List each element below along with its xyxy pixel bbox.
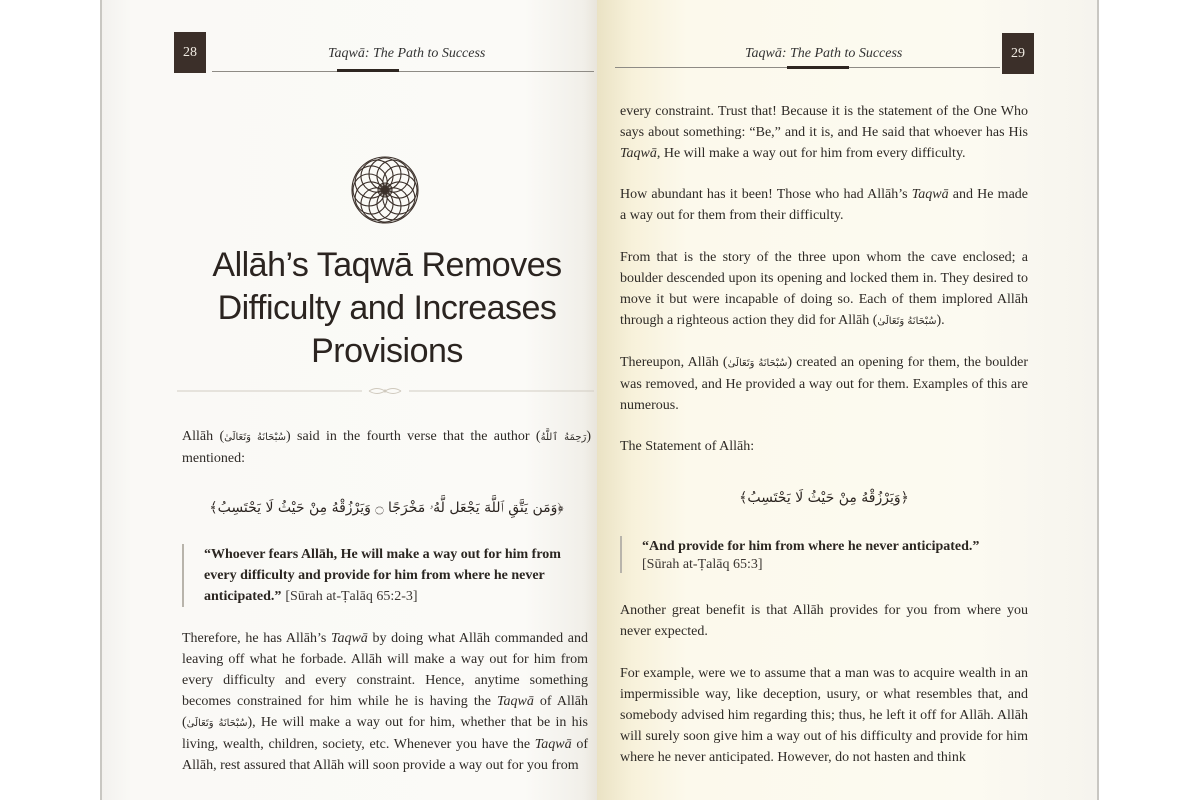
paragraph-3-right	[620, 247, 1028, 332]
body-taqwa-2: Taqwā	[497, 694, 534, 709]
body-text-4: ), He will make a way out for him, whether that be in his living, wealth, children, society, etc. Whenever you have the	[182, 715, 588, 752]
p4-text-b: ) created an opening for them, the boulder was removed, and He provided a way out for them. Examples of this are numerous.	[620, 355, 1028, 413]
body-text-3: of Allāh (	[182, 694, 588, 730]
body-text-1: Therefore, he has Allāh’s	[182, 631, 331, 646]
quote-block-right	[620, 536, 1022, 573]
header-rule-accent-left	[337, 69, 399, 72]
chapter-title	[207, 244, 567, 373]
paragraph-2-right	[620, 184, 1028, 226]
ornamental-divider	[177, 386, 594, 396]
arabic-verse-right: ﴿وَيَرْزُقْهُ مِنْ حَيْثُ لَا يَحْتَسِبُ﴾	[739, 490, 909, 506]
paragraph-4-right	[620, 352, 1028, 416]
quote-text-left: “Whoever fears Allāh, He will make a way out for him from every difficulty and provide for him from where he never anticipated.”	[204, 547, 561, 604]
p2-text-a: How abundant has it been! Those who had Allāh’s	[620, 187, 912, 202]
body-text-5: of Allāh, rest assured that Allāh will soon provide a way out for you from	[182, 737, 588, 773]
chapter-title-line-2: Difficulty and Increases	[217, 289, 557, 327]
p1-text-a: every constraint. Trust that! Because it is the statement of the One Who says about something: “Be,” and it is, and He said that whoever has His	[620, 104, 1028, 140]
right-page	[597, 0, 1099, 800]
rosette-ornament-icon	[350, 155, 420, 225]
p4-text-a: Thereupon, Allāh (	[620, 355, 728, 370]
quote-block-left	[182, 544, 584, 607]
page-number-left: 28	[174, 32, 206, 73]
intro-paragraph	[182, 426, 591, 469]
p2-taqwa: Taqwā	[911, 187, 949, 202]
p1-taqwa: Taqwā	[620, 146, 657, 161]
body-taqwa-3: Taqwā	[534, 737, 572, 752]
p2-text-b: and He made a way out for them from their difficulty.	[620, 187, 1029, 223]
arabic-verse-left: ﴿وَمَن يَتَّقِ ٱللَّهَ يَجْعَل لَّهُۥ مَخْرَجًا ۝ وَيَرْزُقْهُ مِنْ حَيْثُ لَا يَحْتَسِبُ﴾	[209, 500, 564, 516]
p3-text-a: From that is the story of the three upon whom the cave enclosed; a boulder descended upon its opening and locked them in. They desired to move it but were incapable of doing so. Each of them implored Allāh through a righteous action they did for Allāh (	[620, 250, 1028, 328]
p3-arabic: سُبْحَانَهُ وَتَعَالَىٰ	[877, 316, 937, 327]
paragraph-1-right	[620, 101, 1028, 164]
chapter-title-line-3: Provisions	[311, 332, 463, 370]
body-text-2: by doing what Allāh commanded and leaving off what he forbade. Allāh will make a way out for him from every difficulty and every constraint. Hence, anytime something becomes constrained for him while he is having the	[182, 631, 588, 709]
quote-citation-left: [Sūrah at-Ṭalāq 65:2-3]	[285, 589, 418, 604]
chapter-title-line-1: Allāh’s Taqwā Removes	[212, 246, 562, 284]
paragraph-6-right: For example, were we to assume that a man was to acquire wealth in an impermissible way, like deception, usury, or what resembles that, and somebody advised him regarding this; thus, he left it off for Allāh. Allāh will surely soon give him a way out of his difficulty and provide for him where he never anticipated. However, do not hasten and think	[620, 666, 1028, 765]
p3-text-b: ).	[936, 313, 945, 328]
quote-text-right: “And provide for him from where he never anticipated.”	[642, 539, 980, 554]
paragraph-5-right: Another great benefit is that Allāh provides for you from where you never expected.	[620, 603, 1028, 639]
body-paragraph-left	[182, 628, 588, 776]
intro-text-3: ) mentioned:	[182, 429, 591, 466]
body-arabic: سُبْحَانَهُ وَتَعَالَىٰ	[186, 718, 248, 729]
intro-text-1: Allāh (	[182, 429, 225, 444]
running-head-left: Taqwā: The Path to Success	[328, 46, 486, 61]
intro-text-2: ) said in the fourth verse that the author (	[286, 429, 541, 444]
quote-citation-right: [Sūrah at-Ṭalāq 65:3]	[642, 557, 763, 572]
header-rule-accent-right	[787, 66, 849, 69]
p1-text-b: , He will make a way out for him from every difficulty.	[656, 146, 966, 161]
p4-arabic: سُبْحَانَهُ وَتَعَالَىٰ	[727, 358, 788, 369]
intro-arabic-1: سُبْحَانَهُ وَتَعَالَىٰ	[224, 432, 287, 443]
left-page	[100, 0, 599, 800]
header-rule-left	[212, 71, 594, 72]
page-number-right: 29	[1002, 33, 1034, 74]
intro-arabic-2: رَحِمَهُ ٱللَّهُ	[540, 432, 587, 443]
body-taqwa-1: Taqwā	[330, 631, 368, 646]
running-head-right: Taqwā: The Path to Success	[745, 46, 903, 61]
statement-heading: The Statement of Allāh:	[620, 439, 755, 454]
